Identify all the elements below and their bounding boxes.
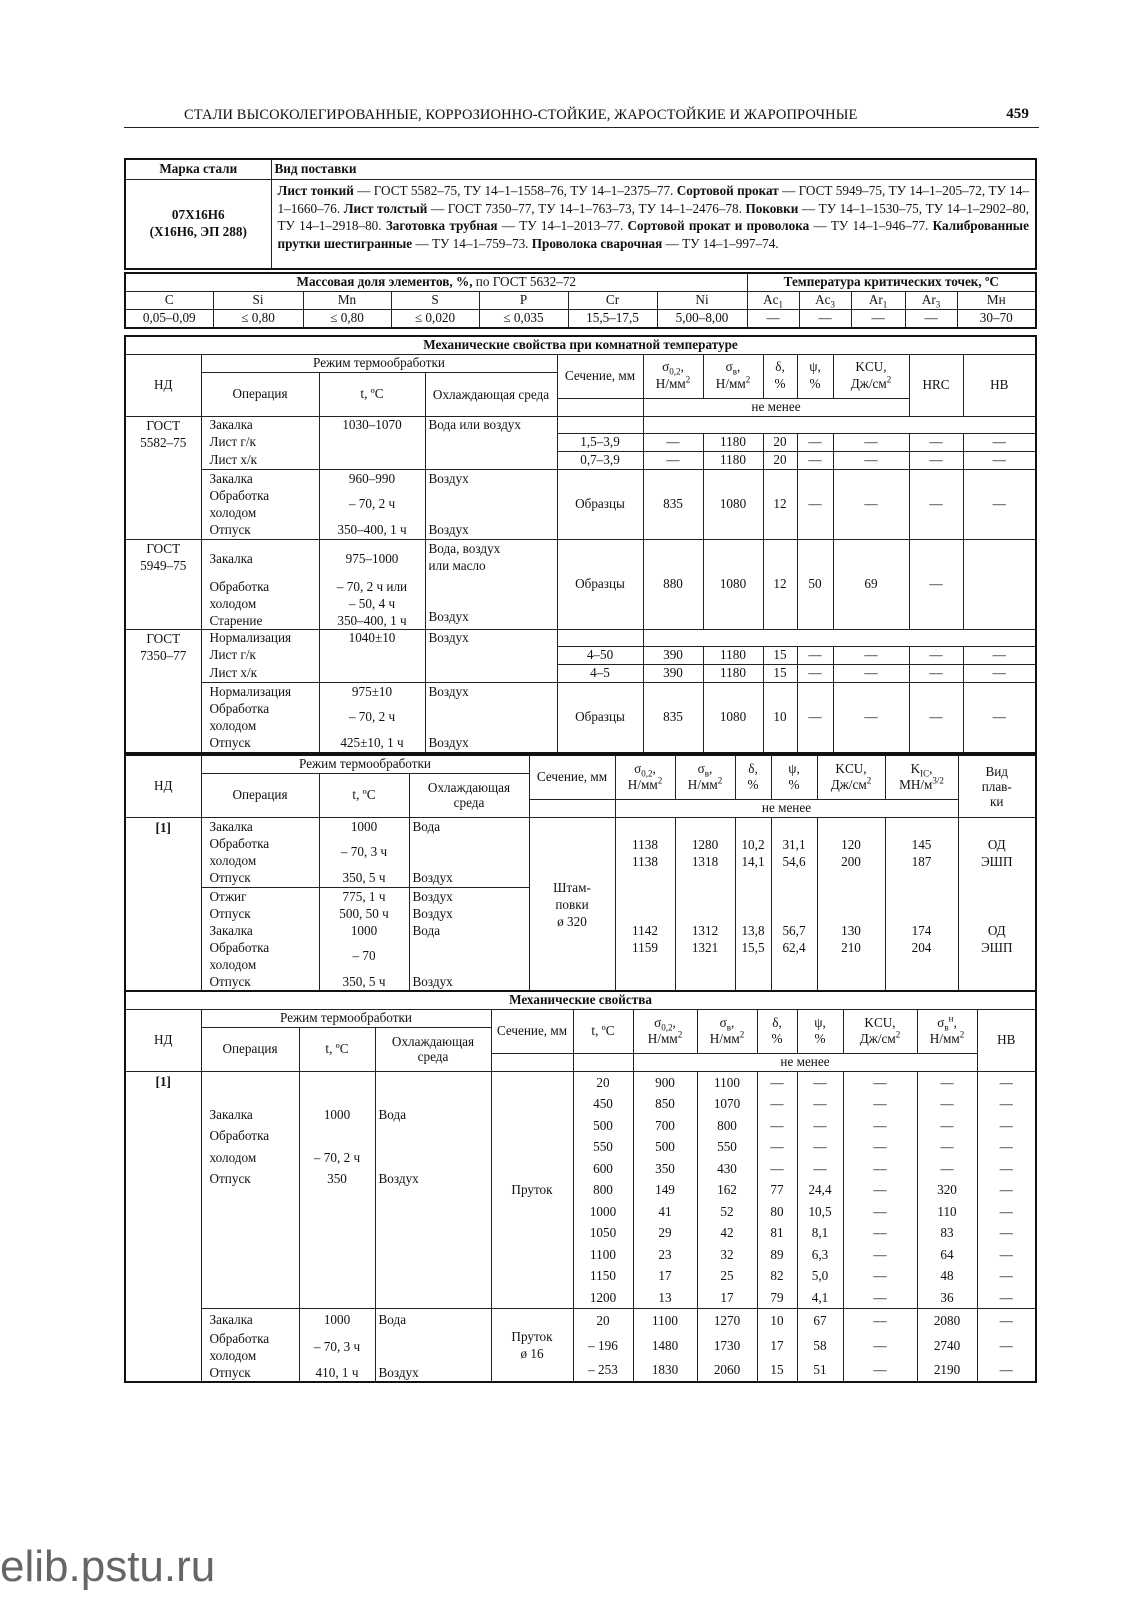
supply-label: Вид поставки: [271, 159, 1036, 180]
running-header: [124, 105, 1039, 128]
f-h-kcu: KCU, $Дж/см^2$: [817, 755, 885, 799]
page-number: 459: [1006, 106, 1029, 122]
g3b-t: 975±10 – 70, 2 ч 425±10, 1 ч: [319, 683, 425, 753]
m-h-op: Операция: [201, 1027, 299, 1071]
composition-table: [124, 272, 1037, 329]
g2-cool: Вода, воздух или масло Воздух: [425, 539, 557, 629]
pt-ac3: $Ac_3$: [799, 292, 851, 310]
m-h-min: не менее: [633, 1053, 977, 1071]
m-h-hb: HB: [977, 1010, 1036, 1072]
grade-alt: (Х16Н6, ЭП 288): [149, 224, 247, 239]
forgings-table: [124, 754, 1037, 992]
f-h-psi: ψ, %: [771, 755, 817, 799]
forg-row: [1] Закалка Обработка холодом Отпуск 1000 – 70, 3 ч 350, 5 ч Вода Воздух Штам- повки ø 320 1138 1138 1280 1318 10,2 14,1 31,1 54,6 120 200 145 187 ОД ЭШП: [125, 817, 1036, 887]
grade-name-cell: [125, 180, 271, 270]
grade-name: 07Х16Н6: [171, 207, 225, 223]
f-h-sb: $\sigma_в$, $Н/мм^2$: [675, 755, 735, 799]
pt-ar3: $Ar_3$: [905, 292, 957, 310]
m-h-ttest: t, ºС: [573, 1010, 633, 1054]
el-ni: Ni: [657, 292, 747, 310]
h-hrc: HRC: [909, 354, 963, 416]
room-row: Лист х/к 0,7–3,9 — 1180 20 — — — —: [125, 451, 1036, 469]
h-sec: Сечение, мм: [557, 354, 643, 398]
running-title: СТАЛИ ВЫСОКОЛЕГИРОВАННЫЕ, КОРРОЗИОННО-СТОЙКИЕ, ЖАРОСТОЙКИЕ И ЖАРОПРОЧНЫЕ: [184, 107, 858, 123]
m-h-regime: Режим термообработки: [201, 1010, 491, 1028]
room-row: Нормализация Обработка холодом Отпуск 975±10 – 70, 2 ч 425±10, 1 ч Воздух Воздух Образцы 835 1080 10 — — — —: [125, 683, 1036, 753]
el-c: C: [125, 292, 213, 310]
forg-row: Отжиг Отпуск Закалка Обработка холодом Отпуск 775, 1 ч 500, 50 ч 1000 – 70 350, 5 ч Воздух Воздух Вода Воздух 1142 1159 1312 1321 13,8 15,5 56,7 62,4 130 210 174 204 ОД ЭШП: [125, 887, 1036, 991]
val-mn: ≤ 0,80: [303, 310, 391, 328]
room-row: Лист х/к 4–5 390 1180 15 — — — —: [125, 665, 1036, 683]
h-d: δ, %: [763, 354, 797, 398]
f-sec: Штам- повки ø 320: [529, 817, 615, 991]
val-c: 0,05–0,09: [125, 310, 213, 328]
f-h-t: t, ºС: [319, 773, 409, 817]
grade-table: [124, 158, 1037, 270]
f-h-sec: Сечение, мм: [529, 755, 615, 799]
nd-gost7350: ГОСТ 7350–77: [125, 629, 201, 752]
nd-gost5949: ГОСТ 5949–75: [125, 539, 201, 629]
m-h-cool: Охлаждающая среда: [375, 1027, 491, 1071]
g1b-ops: Закалка Обработка холодом Отпуск: [201, 469, 319, 539]
el-si: Si: [213, 292, 303, 310]
h-op: Операция: [201, 372, 319, 416]
mech-title: Механические свойства: [125, 991, 1036, 1010]
pt-mn: Мн: [957, 292, 1036, 310]
h-regime: Режим термообработки: [201, 354, 557, 372]
m-h-sec: Сечение, мм: [491, 1010, 573, 1054]
crit-ar1: —: [851, 310, 905, 328]
f-h-min: не менее: [615, 799, 958, 817]
crit-mn: 30–70: [957, 310, 1036, 328]
h-psi: ψ, %: [797, 354, 833, 398]
nd-gost5582: ГОСТ 5582–75: [125, 416, 201, 539]
f-h-d: δ, %: [735, 755, 771, 799]
val-ni: 5,00–8,00: [657, 310, 747, 328]
f-h-melt: Вид плав- ки: [958, 755, 1036, 817]
f-h-s02: $\sigma_{0,2}$, $Н/мм^2$: [615, 755, 675, 799]
room-temp-table: Механические свойства при комнатной температуре НД Режим термообработки Сечение, мм $\sigma_{0,2}$, $Н/мм^2$ $\sigma_в$, $Н/мм^2$ δ, % ψ, % KCU, $Дж/см^2$ HRC HB Операция t, ºС Охлаждающая среда не менее ГОСТ 5582–75 Закалка 1030–1070 Вода или воздух Лист г/к 1,5–3,9 — 1180 20 — — — — Лист х/к 0,7–3,9 — 1180 20 — — — — Закалка Обработка холодом Отпуск 960–990 – 70, 2 ч 350–400, 1 ч Воздух Воздух Образцы 835 1080 12 — — — — ГОСТ 5949–75 Закалка Обработка холодом Старение 975–1000 – 70, 2 ч или – 50, 4 ч 350–400, 1 ч Вода, воздух или масло Воздух Образцы 880 1080 12 50 69 — ГОСТ 7350–77 Нормализация 1040±10 Воздух Лист г/к 4–50 390 1180 15 — — — — Лист х/к 4–5 390 1180 15 — — — — Нормализация Обработка холодом Отпуск 975±10 – 70, 2 ч 425±10, 1 ч Воздух Воздух Образцы 835 1080 10 — — — —: [124, 335, 1037, 754]
f-h-cool: Охлаждающая среда: [409, 773, 529, 817]
val-cr: 15,5–17,5: [568, 310, 657, 328]
m-h-d: δ, %: [757, 1010, 797, 1054]
g2-ops: Закалка Обработка холодом Старение: [201, 539, 319, 629]
g3b-ops: Нормализация Обработка холодом Отпуск: [201, 683, 319, 753]
f-h-nd: НД: [125, 755, 201, 817]
crit-ac1: —: [747, 310, 799, 328]
g2-t: 975–1000 – 70, 2 ч или – 50, 4 ч 350–400, 1 ч: [319, 539, 425, 629]
room-row: Закалка Обработка холодом Отпуск 960–990 – 70, 2 ч 350–400, 1 ч Воздух Воздух Образцы 835 1080 12 — — — —: [125, 469, 1036, 539]
pt-ac1: $Ac_1$: [747, 292, 799, 310]
h-t: t, ºС: [319, 372, 425, 416]
el-p: P: [479, 292, 568, 310]
g1b-cool: Воздух Воздух: [425, 469, 557, 539]
el-cr: Cr: [568, 292, 657, 310]
m-h-t: t, ºС: [299, 1027, 375, 1071]
m-h-s02: $\sigma_{0,2}$, $Н/мм^2$: [633, 1010, 697, 1054]
el-s: S: [391, 292, 479, 310]
m-h-sbn: $\sigma_в^н$, $Н/мм^2$: [917, 1010, 977, 1054]
critical-title: Температура критических точек, ºС: [747, 273, 1036, 292]
m-h-nd: НД: [125, 1010, 201, 1072]
g1b-t: 960–990 – 70, 2 ч 350–400, 1 ч: [319, 469, 425, 539]
crit-ar3: —: [905, 310, 957, 328]
el-mn: Mn: [303, 292, 391, 310]
val-si: ≤ 0,80: [213, 310, 303, 328]
mech-block-a: [1] Закалка Обработка холодом Отпуск 1000 – 70, 2 ч 350 Вода Воздух Пруток 20 450 500 550 600 800 1000 1050 1100 1150 1200 900 850 700 500 350 149 41 29 23 17 13 1100 1070 800 550 430 162 52 42 32 25 17 — — — — — 77 80 81 89 82 79 — — — — — 24,4 10,5 8,1 6,3 5,0 4,1 — — — — — — — — — — — — — — — — 320 110 83 64 48 36 — — — — — — — — — — —: [125, 1071, 1036, 1309]
mech-table: [124, 990, 1037, 1383]
m-h-sb: $\sigma_в$, $Н/мм^2$: [697, 1010, 757, 1054]
f-h-k1c: $K_{IC}$, $МН/м^{3/2}$: [885, 755, 958, 799]
h-sb: $\sigma_в$, $Н/мм^2$: [703, 354, 763, 398]
composition-title: Массовая доля элементов, %, по ГОСТ 5632–72: [125, 273, 747, 292]
g3b-cool: Воздух Воздух: [425, 683, 557, 753]
h-hb: HB: [963, 354, 1036, 416]
room-row: Лист г/к 4–50 390 1180 15 — — — —: [125, 647, 1036, 665]
f-h-op: Операция: [201, 773, 319, 817]
val-s: ≤ 0,020: [391, 310, 479, 328]
pt-ar1: $Ar_1$: [851, 292, 905, 310]
mech-block-b: Закалка Обработка холодом Отпуск 1000 – 70, 3 ч 410, 1 ч Вода Воздух Пруток ø 16 20 – 196 – 253 1100 1480 1830 1270 1730 2060 10 17 15 67 58 51 — — — 2080 2740 2190 — — —: [125, 1309, 1036, 1383]
m-h-psi: ψ, %: [797, 1010, 843, 1054]
h-nd: НД: [125, 354, 201, 416]
room-row: Лист г/к 1,5–3,9 — 1180 20 — — — —: [125, 434, 1036, 452]
f-h-regime: Режим термообработки: [201, 755, 529, 773]
room-row: ГОСТ 5949–75 Закалка Обработка холодом Старение 975–1000 – 70, 2 ч или – 50, 4 ч 350–400, 1 ч Вода, воздух или масло Воздух Образцы 880 1080 12 50 69 —: [125, 539, 1036, 629]
h-s02: $\sigma_{0,2}$, $Н/мм^2$: [643, 354, 703, 398]
crit-ac3: —: [799, 310, 851, 328]
h-cool: Охлаждающая среда: [425, 372, 557, 416]
m-h-kcu: KCU, $Дж/см^2$: [843, 1010, 917, 1054]
watermark: elib.pstu.ru: [0, 1542, 216, 1591]
f-nd: [1]: [125, 817, 201, 991]
m-nd: [1]: [125, 1071, 201, 1382]
h-min: не менее: [643, 398, 909, 416]
supply-text: Лист тонкий — ГОСТ 5582–75, ТУ 14–1–1558–76, ТУ 14–1–2375–77. Сортовой прокат — ГОСТ 5949–75, ТУ 14–1–205–72, ТУ 14–1–1660–76. Лист толстый — ГОСТ 7350–77, ТУ 14–1–763–73, ТУ 14–1–2476–78. Поковки — ТУ 14–1–1530–75, ТУ 14–1–2902–80, ТУ 14–1–2918–80. Заготовка трубная — ТУ 14–1–2013–77. Сортовой прокат и проволока — ТУ 14–1–946–77. Калиброванные прутки шестигранные — ТУ 14–1–759–73. Проволока сварочная — ТУ 14–1–997–74.: [271, 180, 1036, 270]
h-kcu: KCU, $Дж/см^2$: [833, 354, 909, 398]
room-title: Механические свойства при комнатной температуре: [125, 336, 1036, 354]
val-p: ≤ 0,035: [479, 310, 568, 328]
grade-label: Марка стали: [125, 159, 271, 180]
